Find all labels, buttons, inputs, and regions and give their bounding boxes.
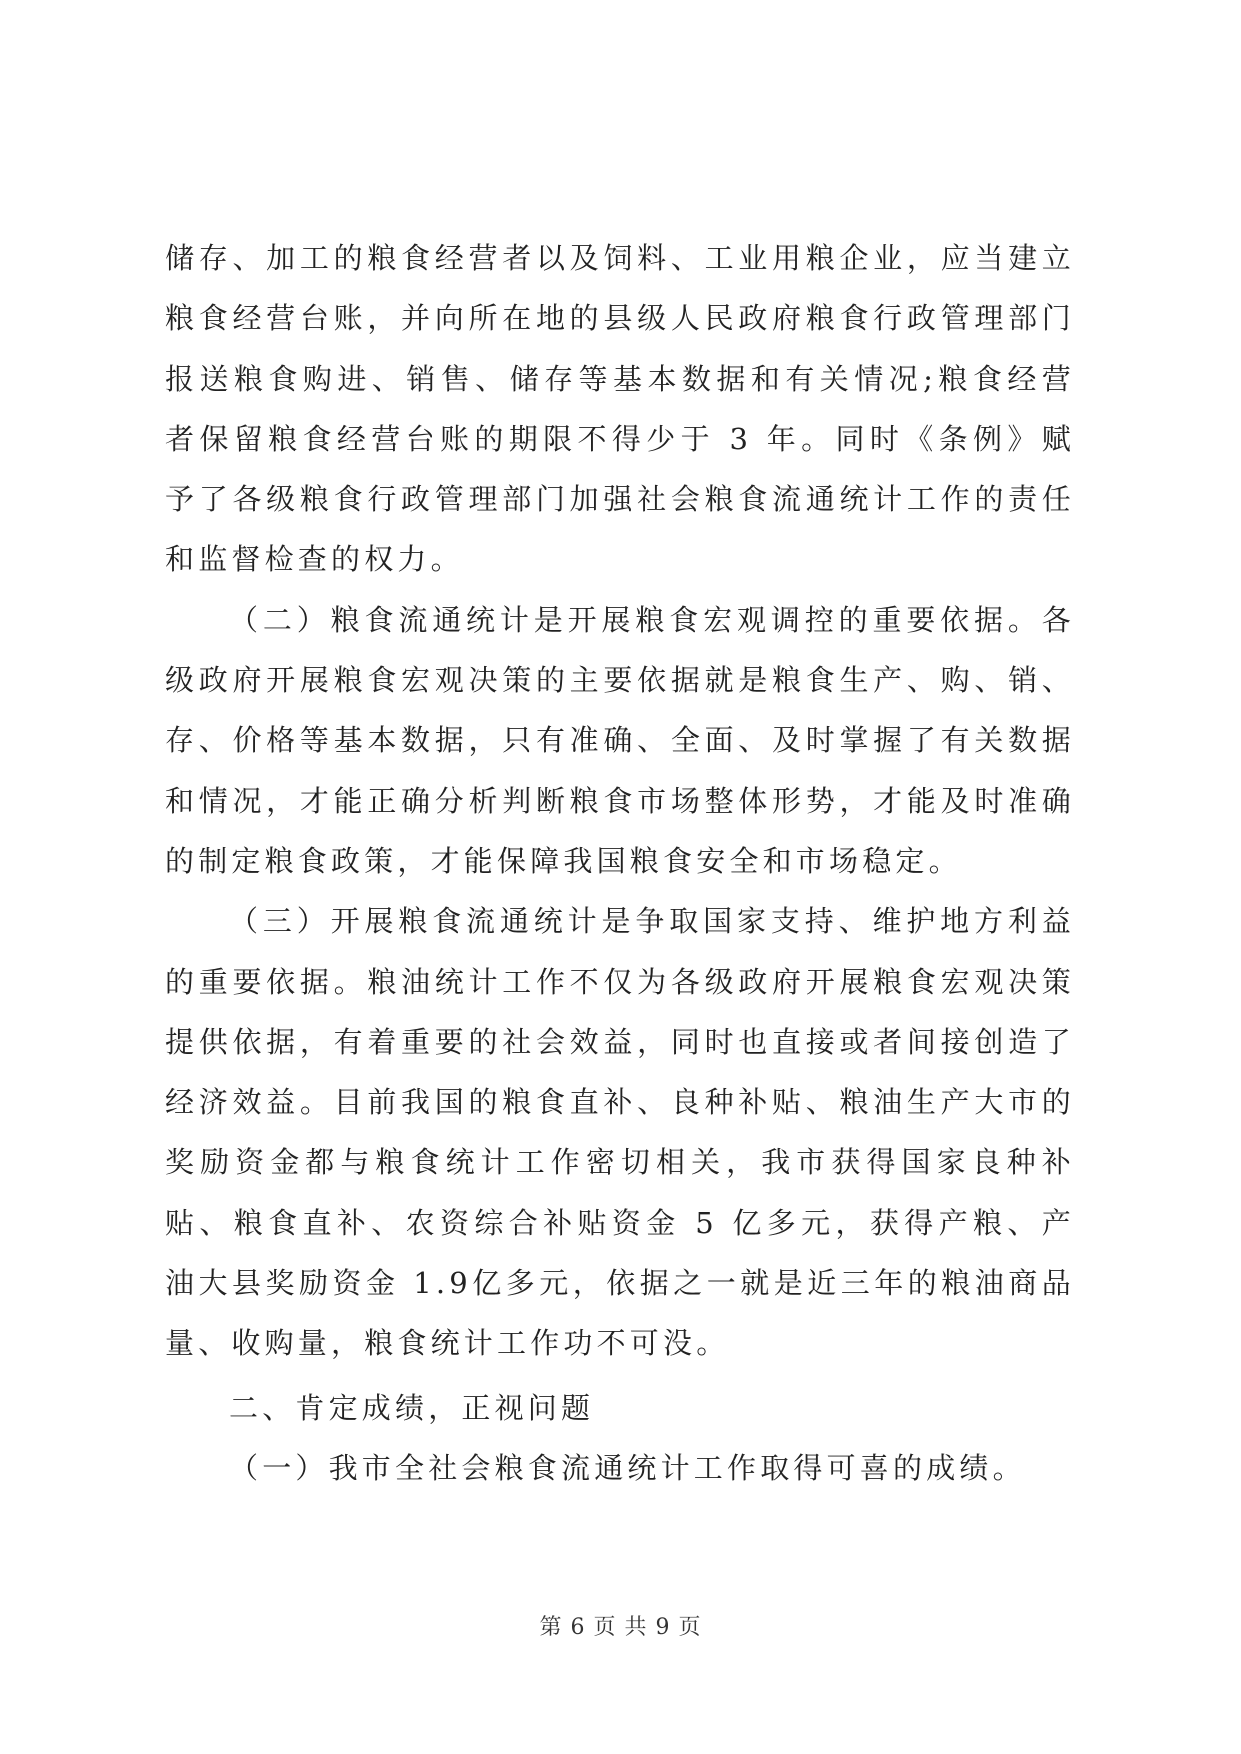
body-paragraph: （三）开展粮食流通统计是争取国家支持、维护地方利益的重要依据。粮油统计工作不仅为各级政府开展粮食宏观决策提供依据，有着重要的社会效益，同时也直接或者间接创造了经济效益。目前我国的粮食直补、良种补贴、粮油生产大市的奖励资金都与粮食统计工作密切相关，我市获得国家良种补贴、粮食直补、农资综合补贴资金 5 亿多元，获得产粮、产油大县奖励资金 1.9亿多元，依据之一就是近三年的粮油商品量、收购量，粮食统计工作功不可没。: [165, 904, 1075, 1361]
document-body: [165, 228, 1075, 1498]
body-paragraph: （一）我市全社会粮食流通统计工作取得可喜的成绩。: [229, 1450, 1026, 1485]
body-paragraph: 储存、加工的粮食经营者以及饲料、工业用粮企业，应当建立粮食经营台账，并向所在地的县级人民政府粮食行政管理部门报送粮食购进、销售、储存等基本数据和有关情况;粮食经营者保留粮食经营台账的期限不得少于 3 年。同时《条例》赋予了各级粮食行政管理部门加强社会粮食流通统计工作的责任和监督检查的权力。: [165, 241, 1075, 577]
page-number-footer: 第 6 页 共 9 页: [539, 1615, 702, 1640]
section-heading: 二、肯定成绩，正视问题: [229, 1390, 595, 1425]
body-paragraph: （二）粮食流通统计是开展粮食宏观调控的重要依据。各级政府开展粮食宏观决策的主要依据就是粮食生产、购、销、存、价格等基本数据，只有准确、全面、及时掌握了有关数据和情况，才能正确分析判断粮食市场整体形势，才能及时准确的制定粮食政策，才能保障我国粮食安全和市场稳定。: [165, 602, 1075, 878]
